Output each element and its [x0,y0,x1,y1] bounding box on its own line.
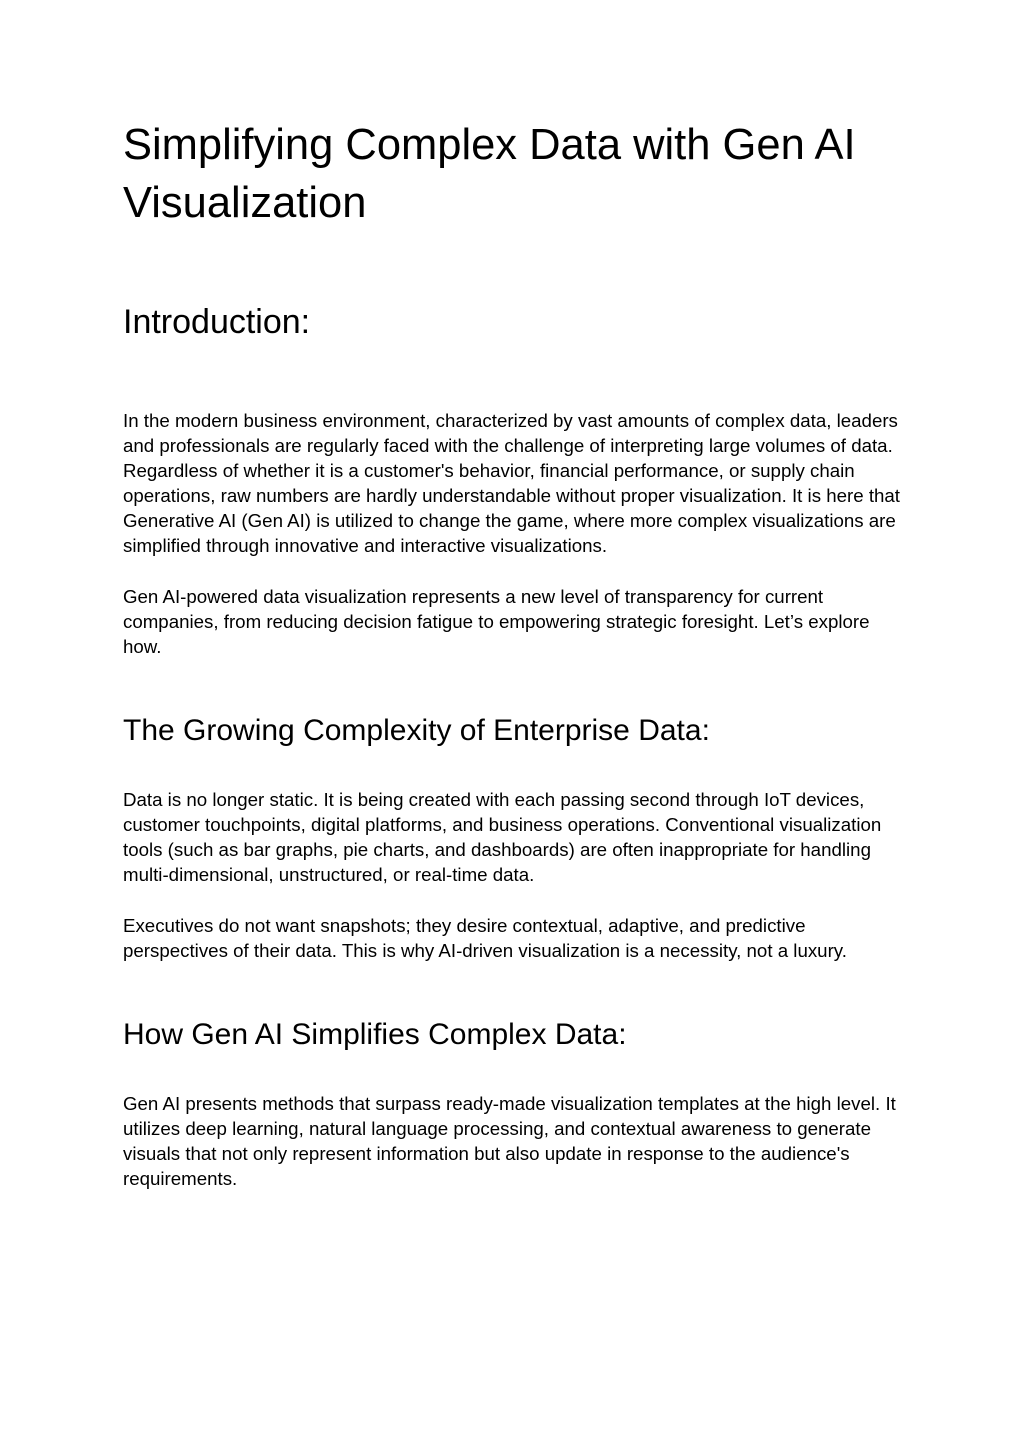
document-title: Simplifying Complex Data with Gen AI Visualization [123,121,856,227]
paragraph-complexity-1: Data is no longer static. It is being created with each passing second through IoT devices, customer touchpoints, digital platforms, and business operations. Conventional visualization tools (such as bar graphs, pie charts, and dashboards) are often inappropriate for handling multi-dimensional, unstructured, or real-time data. [123,789,882,885]
paragraph-complexity-2: Executives do not want snapshots; they desire contextual, adaptive, and predictive perspectives of their data. This is why AI-driven visualization is a necessity, not a luxury. [123,915,847,961]
paragraph-intro-2: Gen AI-powered data visualization represents a new level of transparency for current companies, from reducing decision fatigue to empowering strategic foresight. Let’s explore how. [123,586,870,657]
paragraph-intro-1: In the modern business environment, characterized by vast amounts of complex data, leaders and professionals are regularly faced with the challenge of interpreting large volumes of data. Regardless of whether it is a customer's behavior, financial performance, or supply chain operations, raw numbers are hardly understandable without proper visualization. It is here that Generative AI (Gen AI) is utilized to change the game, where more complex visualizations are simplified through innovative and interactive visualizations. [123,410,901,556]
section-heading-how-gen-ai-simplifies: How Gen AI Simplifies Complex Data: [123,1018,627,1051]
section-heading-growing-complexity: The Growing Complexity of Enterprise Data: [123,714,710,747]
section-heading-introduction: Introduction: [123,303,311,341]
paragraph-simplifies-1: Gen AI presents methods that surpass ready-made visualization templates at the high level. It utilizes deep learning, natural language processing, and contextual awareness to generate visuals that not only represent information but also update in response to the audience's requirements. [123,1093,896,1189]
